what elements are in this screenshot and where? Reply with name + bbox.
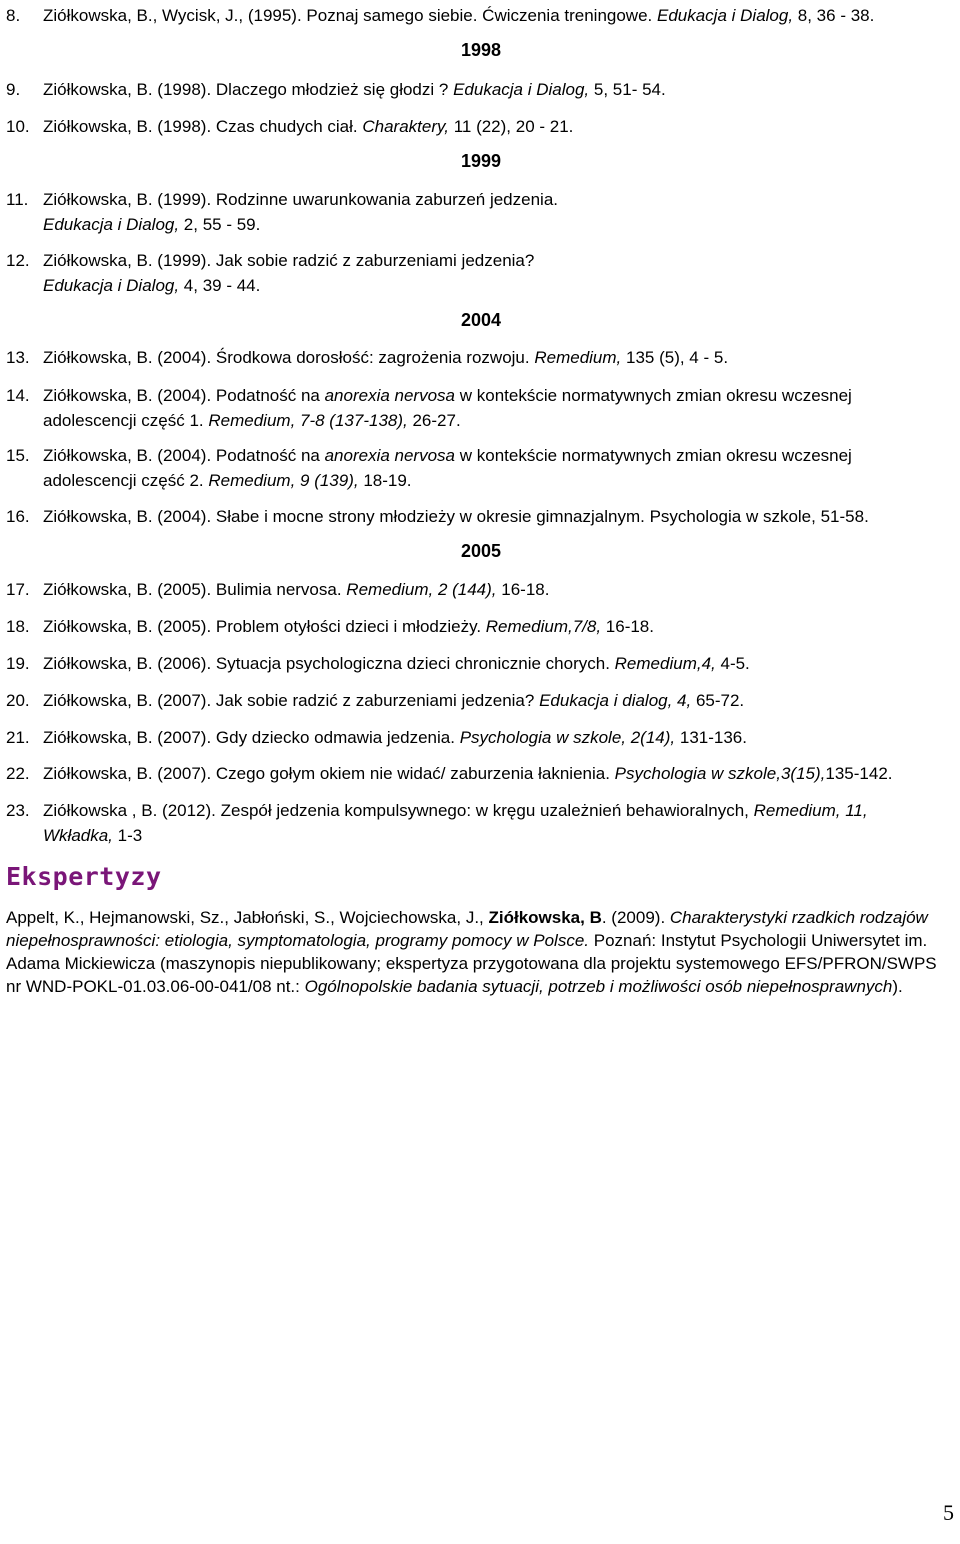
reference-term: anorexia nervosa xyxy=(324,446,456,465)
reference-details: 8, 36 - 38. xyxy=(793,6,875,25)
reference-number: 23. xyxy=(6,801,30,820)
reference-16 xyxy=(6,504,946,529)
para-details: Poznań: Instytut Psychologii Uniwersytet im. Adama Mickiewicza (maszynopis niepublikowany; ekspertyza przygotowana dla projektu systemowego EFS/PFRON/SWPS nr WND-POKL-01.03.06-00-041/08 nt.: xyxy=(6,931,937,996)
reference-text: Ziółkowska, B. (2006). Sytuacja psychologiczna dzieci chronicznie chorych. xyxy=(43,654,615,673)
reference-number: 20. xyxy=(6,691,30,710)
reference-text: Ziółkowska, B. (2005). Problem otyłości dzieci i młodzieży. xyxy=(43,617,486,636)
reference-journal: Edukacja i dialog, 4, xyxy=(539,691,692,710)
reference-20 xyxy=(6,688,946,713)
para-year: . (2009). xyxy=(601,908,670,927)
para-title: Charakterystyki rzadkich rodzajów niepełnosprawności: etiologia, symptomatologia, programy pomocy w Polsce. xyxy=(6,908,928,950)
reference-8 xyxy=(6,3,946,28)
expertise-paragraph xyxy=(6,906,954,998)
reference-number: 17. xyxy=(6,580,30,599)
reference-journal: Remedium, 2 (144), xyxy=(346,580,497,599)
reference-text: Ziółkowska, B. (2005). Bulimia nervosa. xyxy=(43,580,347,599)
reference-journal: Remedium,7/8, xyxy=(485,617,602,636)
reference-journal: Charaktery, xyxy=(362,117,449,136)
reference-number: 22. xyxy=(6,764,30,783)
reference-number: 10. xyxy=(6,117,30,136)
reference-number: 15. xyxy=(6,446,30,465)
reference-number: 12. xyxy=(6,251,30,270)
reference-11 xyxy=(6,187,946,237)
reference-journal: Remedium, 9 (139), xyxy=(208,471,359,490)
year-heading-1998: 1998 xyxy=(460,40,502,60)
reference-journal: Psychologia w szkole, 2(14), xyxy=(459,728,676,747)
reference-number: 16. xyxy=(6,507,30,526)
reference-text: Ziółkowska, B. (1998). Czas chudych ciał. xyxy=(43,117,363,136)
year-heading-1999: 1999 xyxy=(460,151,502,171)
reference-text: Ziółkowska , B. (2012). Zespół jedzenia kompulsywnego: w kręgu uzależnień behawioralnych, xyxy=(43,801,754,820)
reference-10 xyxy=(6,114,946,139)
reference-text: Ziółkowska, B. (1998). Dlaczego młodzież się głodzi ? xyxy=(43,80,454,99)
reference-details: 135-142. xyxy=(825,764,893,783)
reference-text: Ziółkowska, B. (2007). Gdy dziecko odmawia jedzenia. xyxy=(43,728,460,747)
reference-18 xyxy=(6,614,946,639)
reference-details: 18-19. xyxy=(358,471,412,490)
reference-text: Ziółkowska, B. (2007). Czego gołym okiem nie widać/ zaburzenia łaknienia. xyxy=(43,764,615,783)
reference-19 xyxy=(6,651,946,676)
reference-number: 19. xyxy=(6,654,30,673)
reference-details: 135 (5), 4 - 5. xyxy=(621,348,729,367)
section-heading-ekspertyzy: Ekspertyzy xyxy=(6,862,162,891)
reference-17 xyxy=(6,577,946,602)
reference-journal: Edukacja i Dialog, xyxy=(656,6,794,25)
reference-text: Ziółkowska, B. (1999). Rodzinne uwarunkowania zaburzeń jedzenia. xyxy=(43,190,559,209)
reference-text: Ziółkowska, B., Wycisk, J., (1995). Poznaj samego siebie. Ćwiczenia treningowe. xyxy=(43,6,657,25)
reference-9 xyxy=(6,77,946,102)
reference-text: Ziółkowska, B. (2004). Podatność na xyxy=(43,386,325,405)
reference-text-line2: adolescencji część 2. xyxy=(43,471,209,490)
reference-12 xyxy=(6,248,946,298)
reference-text: Ziółkowska, B. (2004). Słabe i mocne strony młodzieży w okresie gimnazjalnym. Psychologia w szkole, 51-58. xyxy=(43,507,869,526)
reference-details: 1-3 xyxy=(112,826,143,845)
page-number: 5 xyxy=(943,1500,954,1525)
reference-journal: Edukacja i Dialog, xyxy=(453,80,590,99)
reference-text-line2: adolescencji część 1. xyxy=(43,411,209,430)
reference-14 xyxy=(6,383,946,433)
reference-term: anorexia nervosa xyxy=(324,386,456,405)
reference-details: 4, 39 - 44. xyxy=(179,276,261,295)
reference-details: 2, 55 - 59. xyxy=(179,215,261,234)
para-topic: Ogólnopolskie badania sytuacji, potrzeb i możliwości osób niepełnosprawnych xyxy=(304,977,893,996)
reference-details: 26-27. xyxy=(407,411,461,430)
reference-23 xyxy=(6,798,946,848)
reference-details: 11 (22), 20 - 21. xyxy=(448,117,574,136)
reference-details: 16-18. xyxy=(601,617,654,636)
reference-21 xyxy=(6,725,946,750)
year-heading-2005: 2005 xyxy=(460,541,502,561)
reference-journal: Edukacja i Dialog, xyxy=(43,215,180,234)
reference-number: 9. xyxy=(6,80,21,99)
reference-text: Ziółkowska, B. (2004). Środkowa dorosłość: zagrożenia rozwoju. xyxy=(43,348,535,367)
reference-journal: Remedium,4, xyxy=(614,654,716,673)
reference-text: Ziółkowska, B. (2007). Jak sobie radzić z zaburzeniami jedzenia? xyxy=(43,691,540,710)
para-authors: Appelt, K., Hejmanowski, Sz., Jabłoński, S., Wojciechowska, J., xyxy=(6,908,489,927)
year-heading-2004: 2004 xyxy=(460,310,502,330)
reference-number: 18. xyxy=(6,617,30,636)
reference-supplement: Wkładka, xyxy=(43,826,113,845)
reference-journal: Remedium, 7-8 (137-138), xyxy=(208,411,408,430)
reference-details: 65-72. xyxy=(691,691,745,710)
reference-details: 16-18. xyxy=(496,580,550,599)
reference-details: 5, 51- 54. xyxy=(589,80,666,99)
reference-text-cont: w kontekście normatywnych zmian okresu wczesnej xyxy=(455,446,852,465)
reference-details: 4-5. xyxy=(715,654,750,673)
reference-15 xyxy=(6,443,946,493)
reference-text: Ziółkowska, B. (2004). Podatność na xyxy=(43,446,325,465)
reference-number: 14. xyxy=(6,386,30,405)
reference-number: 8. xyxy=(6,6,21,25)
reference-text-cont: w kontekście normatywnych zmian okresu wczesnej xyxy=(455,386,852,405)
reference-details: 131-136. xyxy=(675,728,747,747)
reference-22 xyxy=(6,761,946,786)
para-end: ). xyxy=(892,977,903,996)
reference-number: 11. xyxy=(6,190,29,209)
reference-journal: Remedium, 11, xyxy=(753,801,868,820)
reference-journal: Remedium, xyxy=(534,348,622,367)
para-author-highlight: Ziółkowska, B xyxy=(488,908,602,927)
reference-number: 13. xyxy=(6,348,30,367)
reference-text: Ziółkowska, B. (1999). Jak sobie radzić z zaburzeniami jedzenia? xyxy=(43,251,535,270)
reference-13 xyxy=(6,345,946,370)
reference-journal: Edukacja i Dialog, xyxy=(43,276,180,295)
reference-number: 21. xyxy=(6,728,30,747)
reference-journal: Psychologia w szkole,3(15), xyxy=(614,764,826,783)
